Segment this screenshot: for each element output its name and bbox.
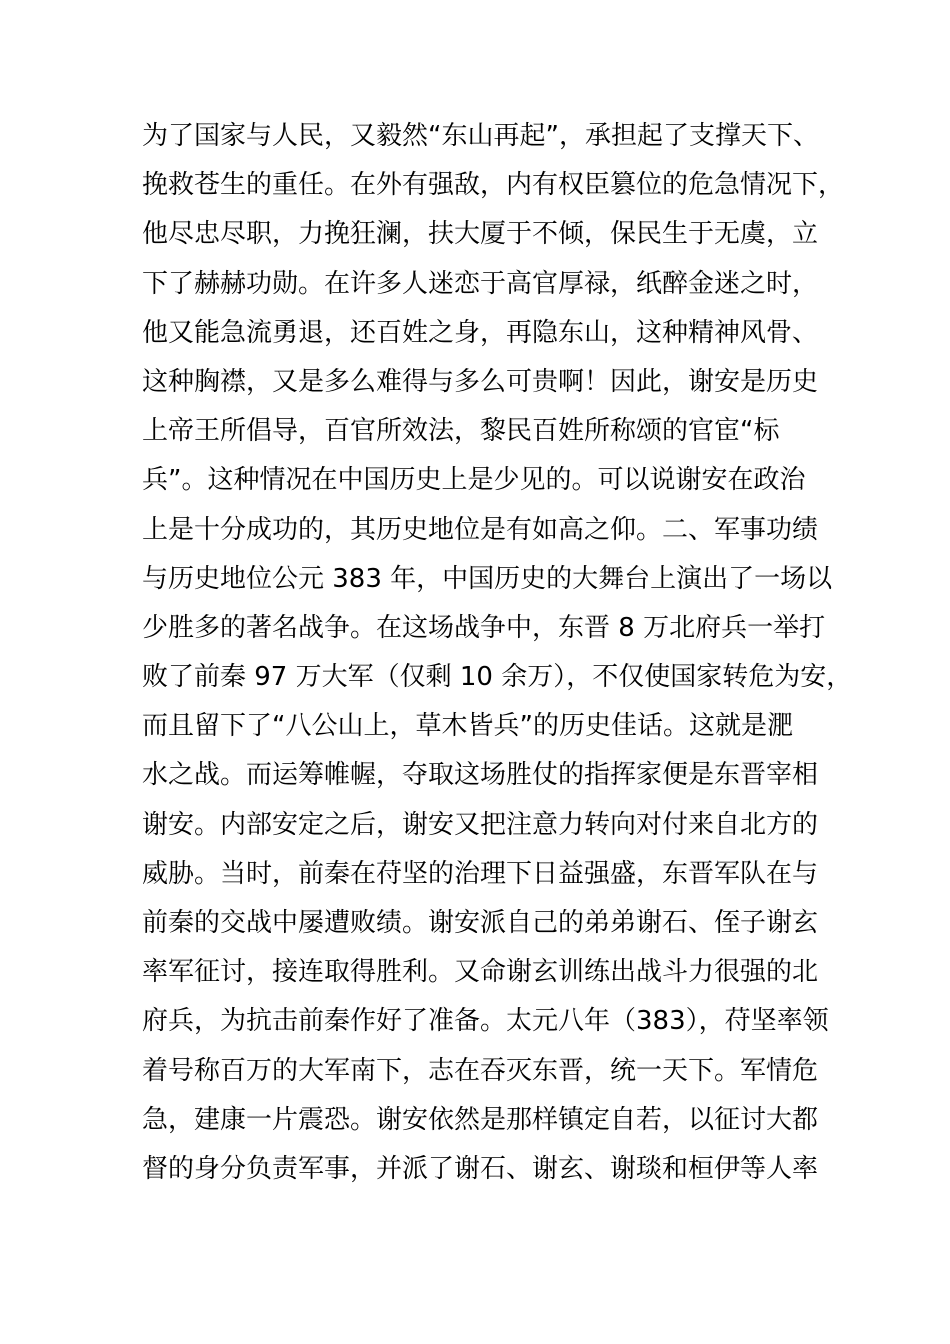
text-line: 着号称百万的大军南下，志在吞灭东晋，统一天下。军情危: [142, 1055, 819, 1086]
text-line: 他又能急流勇退，还百姓之身，再隐东山，这种精神风骨、: [142, 317, 819, 348]
text-line: 这种胸襟，又是多么难得与多么可贵啊！因此，谢安是历史: [142, 366, 819, 397]
text-line: 急，建康一片震恐。谢安依然是那样镇定自若，以征讨大都: [142, 1104, 819, 1135]
text-line: 挽救苍生的重任。在外有强敌，内有权臣篡位的危急情况下，: [142, 170, 845, 201]
text-line: 水之战。而运筹帷幄，夺取这场胜仗的指挥家便是东晋宰相: [142, 760, 819, 791]
text-line: 而且留下了“八公山上，草木皆兵”的历史佳话。这就是淝: [142, 711, 793, 742]
text-line: 前秦的交战中屡遭败绩。谢安派自己的弟弟谢石、侄子谢玄: [142, 908, 819, 938]
text-line: 下了赫赫功勋。在许多人迷恋于高官厚禄，纸醉金迷之时，: [142, 268, 819, 299]
text-line: 为了国家与人民，又毅然“东山再起”，承担起了支撑天下、: [142, 121, 819, 151]
text-line: 少胜多的著名战争。在这场战争中，东晋 8 万北府兵一举打: [142, 612, 826, 643]
text-line: 谢安。内部安定之后，谢安又把注意力转向对付来自北方的: [142, 809, 819, 840]
text-line: 上帝王所倡导，百官所效法，黎民百姓所称颂的官宦“标: [142, 416, 780, 447]
text-line: 府兵，为抗击前秦作好了准备。太元八年（383），苻坚率领: [142, 1006, 829, 1037]
text-line: 与历史地位公元 383 年，中国历史的大舞台上演出了一场以: [142, 563, 833, 594]
text-line: 率军征讨，接连取得胜利。又命谢玄训练出战斗力很强的北: [142, 957, 819, 988]
text-line: 上是十分成功的，其历史地位是有如高之仰。二、军事功绩: [142, 514, 819, 545]
text-line: 威胁。当时，前秦在苻坚的治理下日益强盛，东晋军队在与: [142, 858, 819, 889]
body-text: [142, 112, 853, 1194]
text-line: 督的身分负责军事，并派了谢石、谢玄、谢琰和桓伊等人率: [142, 1153, 819, 1184]
text-line: 兵”。这种情况在中国历史上是少见的。可以说谢安在政治: [142, 465, 806, 496]
text-line: 败了前秦 97 万大军（仅剩 10 余万），不仅使国家转危为安，: [142, 662, 853, 693]
text-line: 他尽忠尽职，力挽狂澜，扶大厦于不倾，保民生于无虞，立: [142, 219, 819, 250]
